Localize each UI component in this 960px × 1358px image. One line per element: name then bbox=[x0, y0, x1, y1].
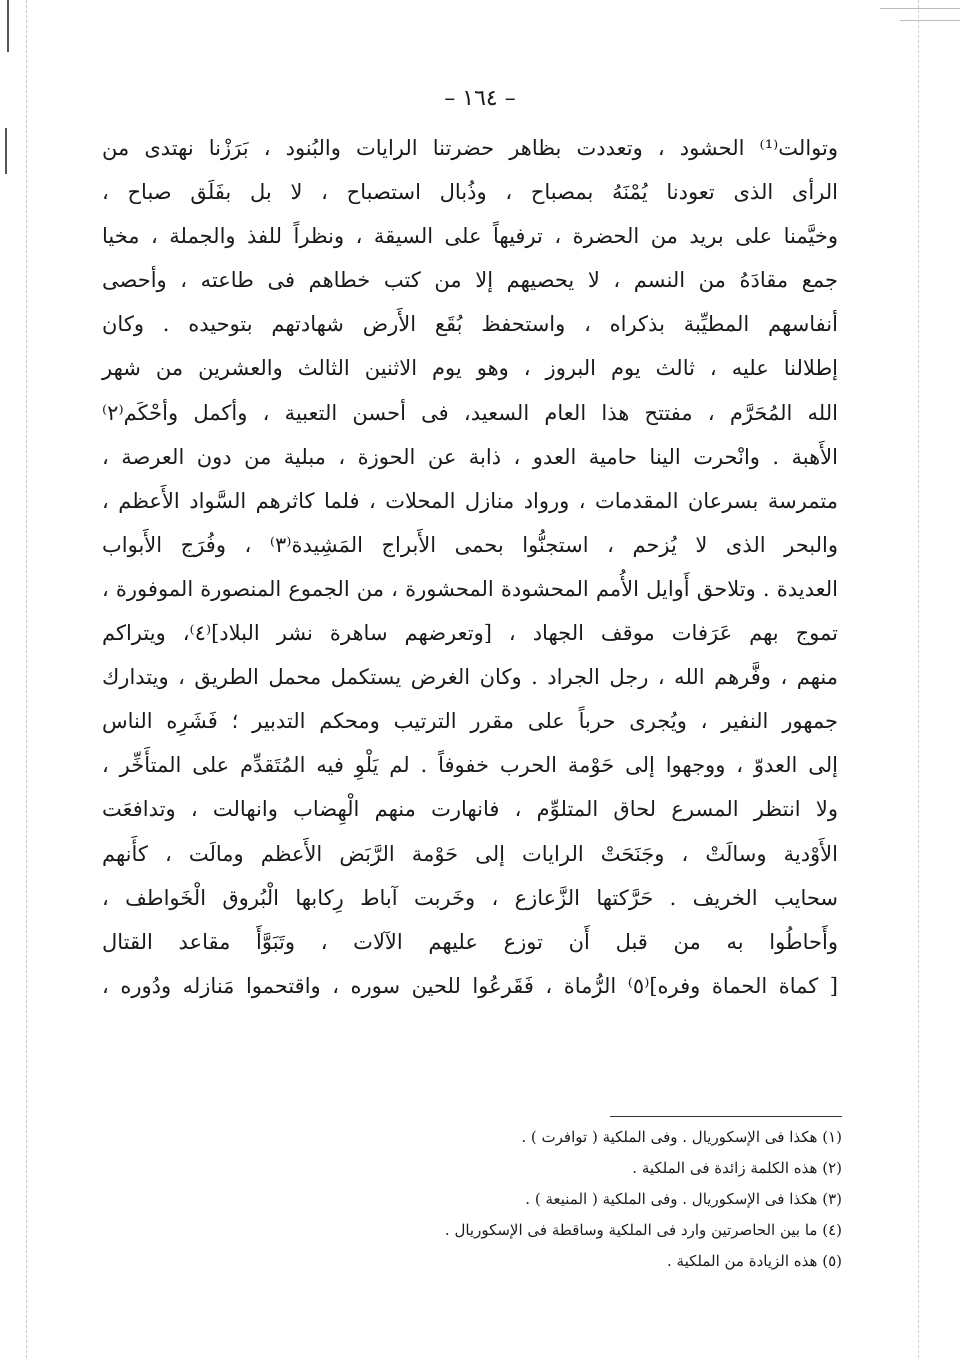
text-line-4: جمع مقادَهُ من النسم ، لا يحصيهم إلا من كتب خطاهم فى طاعته ، وأحصى bbox=[102, 268, 838, 293]
scan-margin-line-right bbox=[918, 0, 919, 1358]
text-line-18: سحايب الخريف . حَرَّكتها الزَّعازع ، وخَربت آباط رِكابها الْبُروق الْخَواطف ، bbox=[102, 885, 838, 910]
footnote-2: (٢) هذه الكلمة زائدة فى الملكية . bbox=[632, 1159, 842, 1177]
text-line-1: وتوالت⁽¹⁾ الحشود ، وتعددت بظاهر حضرتنا الرايات والبُنود ، بَرَزْنا نهتدى من bbox=[102, 136, 838, 160]
text-line-5: أنفاسهم المطيِّبة بذكراه ، واستحفظ بُقَع الأَرض شهادتهم بتوحيده . وكان bbox=[102, 312, 838, 337]
scan-edge-mark-top bbox=[7, 0, 9, 52]
footnote-separator bbox=[610, 1116, 842, 1117]
text-line-11: العديدة . وتلاحق أَوايل الأُمم المحشودة المحشورة ، من الجموع المنصورة الموفورة ، bbox=[102, 576, 838, 601]
text-line-16: ولا انتظر المسرع لحاق المتلوِّم ، فانهارت منهم الْهِضاب وانهالت ، وتدافعَت bbox=[102, 797, 838, 822]
text-line-7: الله المُحَرَّم ، مفتتح هذا العام السعيد، فى أحسن التعبية ، وأكمل وأحْكَم⁽٢⁾ bbox=[102, 400, 838, 425]
text-line-12: تموج بهم عَرَفات موقف الجهاد ، [وتعرضهم ساهرة نشر البلاد]⁽٤⁾، ويتراكم bbox=[102, 621, 838, 646]
footnote-3: (٣) هكذا فى الإسكوريال . وفى الملكية ( المنيعة ) . bbox=[525, 1190, 842, 1208]
text-line-3: وخيَّمنا على بريد من الحضرة ، ترفيهاً على السيقة ، ونظراً للفذ والجملة ، مخيا bbox=[102, 224, 838, 249]
text-line-2: الرأى الذى تعودنا يُمْنَهُ بمصباح ، وذُبال استصباح ، لا بل بفَلَق صباح ، bbox=[102, 180, 838, 205]
text-line-19: وأَحاطُوا به من قبل أَن توزع عليهم الآلات ، وتَبَوَّأَ مقاعد القتال bbox=[102, 929, 838, 954]
text-line-9: متمرسة بسرعان المقدمات ، ورواد منازل المحلات ، فلما كاثرهم السَّواد الأَعظم ، bbox=[102, 488, 838, 513]
page-number: – ١٦٤ – bbox=[444, 86, 516, 111]
scan-margin-line-left bbox=[26, 0, 27, 1358]
corner-rule-second bbox=[900, 20, 960, 21]
text-line-17: الأَوْدية وسالَتْ ، وجَنَحَتْ الرايات إلى حَوْمة الرَّبَض الأَعظم ومالَت ، كأَنهم bbox=[102, 841, 838, 866]
footnote-5: (٥) هذه الزيادة من الملكية . bbox=[666, 1252, 842, 1270]
footnotes bbox=[300, 1122, 842, 1277]
text-line-10: والبحر الذى لا يُزحم ، استجنُّوا بحمى الأَبراج المَشِيدة⁽٣⁾ ، وفُرَج الأَبواب bbox=[102, 532, 838, 557]
text-line-14: جمهور النفير ، ويُجرى حرباً على مقرر الترتيب ومحكم التدبير ؛ فَشَرِه الناس bbox=[102, 709, 838, 734]
text-line-15: إلى العدوّ ، ووجهوا إلى حَوْمة الحرب خفوفاً . لم يَلْوِ فيه المُتَقدِّم على المتأَخِّر ، bbox=[102, 753, 838, 778]
text-line-13: منهم ، وفَّرهم الله ، رجل الجراد . وكان الغرض يستكمل محمل الطريق ، ويتدارك bbox=[102, 665, 838, 690]
footnote-4: (٤) ما بين الحاصرتين وارد فى الملكية وساقطة فى الإسكوريال . bbox=[444, 1221, 842, 1239]
scan-edge-mark-middle bbox=[5, 128, 7, 174]
text-line-8: الأَهبة . وانْحرت الينا حامية العدو ، ذابة عن الحوزة ، مبلية من دون العرصة ، bbox=[102, 444, 838, 469]
main-text-body bbox=[102, 126, 838, 1008]
footnote-1: (١) هكذا فى الإسكوريال . وفى الملكية ( توافرت ) . bbox=[521, 1128, 842, 1146]
corner-rule-top bbox=[880, 8, 960, 9]
text-line-6: إطلالنا عليه ، ثالث يوم البروز ، وهو يوم الاثنين الثالث والعشرين من شهر bbox=[102, 356, 838, 381]
text-line-20: [ كماة الحماة وفره]⁽٥⁾ الرُّماة ، فَقَرعُوا للحين سوره ، واقتحموا مَنازله ودُوره ، bbox=[102, 973, 838, 998]
